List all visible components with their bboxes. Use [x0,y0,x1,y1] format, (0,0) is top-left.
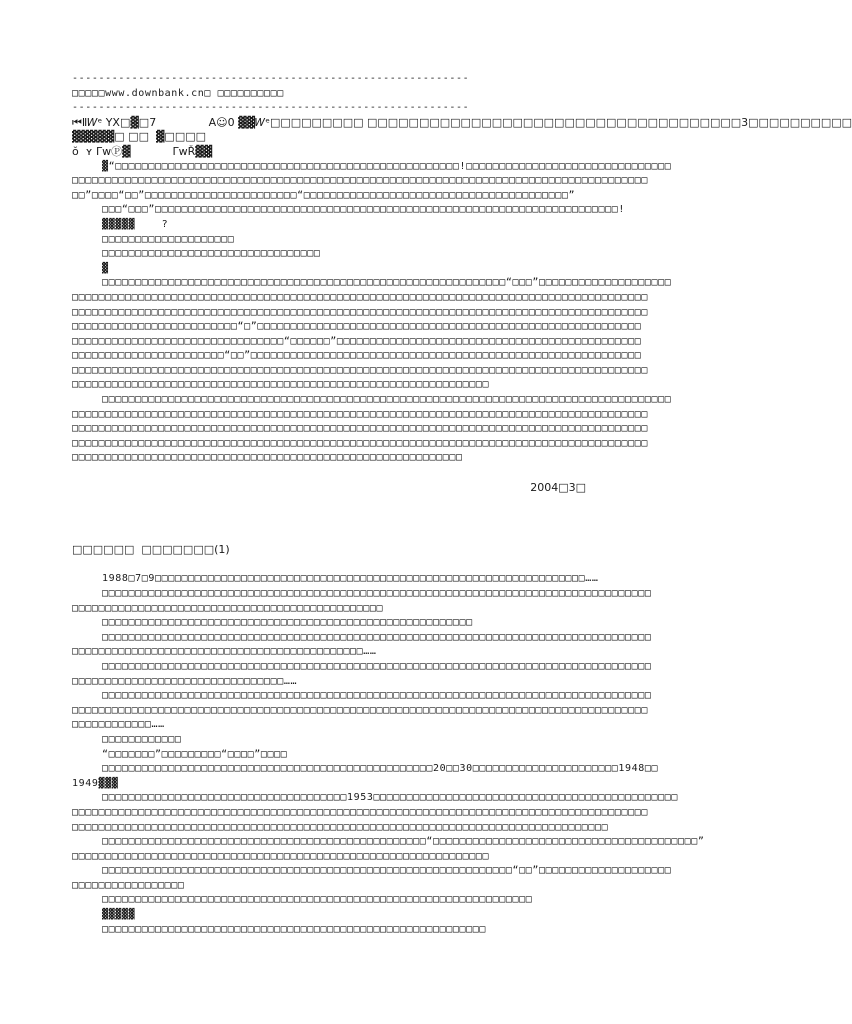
site-line: □□□□□www.downbank.cn□ □□□□□□□□□□ [72,87,284,99]
text-line: 1949▓▓▓ [72,777,119,789]
text-line: ▓“□□□□□□□□□□□□□□□□□□□□□□□□□□□□□□□□□□□□□□□□□□□□□□□□□□□□!□□□□□□□□□□□□□□□□□□□□□□□□□□□□□□□ [102,160,672,172]
text-line: □□□□□□□□□□□□□□□□□ [72,879,185,891]
spacer [72,558,712,573]
text-line: □□□□□□□□□□□□□□□□□□□□□□□□□□□□□□□□□□□□□□□□□□□□□□□□□□□□□□□□□□□□□□“□□”□□□□□□□□□□□□□□□□□□□□ [102,865,672,877]
text-line: □□□□□□□□□□□□□□□□□□□□□□□□□□□□□□□□□□□□□□□□□□□□□□□□□□□□□□□□□□□□□□□□□□□□□□□□□□□□□□□□□□□□□□□ [72,175,648,187]
text-line: □□”□□□□“□□”□□□□□□□□□□□□□□□□□□□□□□□“□□□□□□□□□□□□□□□□□□□□□□□□□□□□□□□□□□□□□□□□” [72,189,576,201]
text-line: □□□□□□□□□□□□□□□□□□□□□□□□□□□□□□□□□□□□□1953□□□□□□□□□□□□□□□□□□□□□□□□□□□□□□□□□□□□□□□□□□□□□□ [102,792,678,804]
text-line: □□□□□□□□□□□□□□□□□□□□□□□□□□□□□□□□□□□□□□□□□□□□□□□□□□□□□□□□□□□□□□□□□□□□□□□□□□□□□□□□□□□ [102,690,652,702]
text-line: □□□□□□□□□□□□□□□□□□□□□□□□□“□”□□□□□□□□□□□□□□□□□□□□□□□□□□□□□□□□□□□□□□□□□□□□□□□□□□□□□□□□□□ [72,321,642,333]
garbled-line: ŏ ʏ ΓwⓅ▓ ΓwŘ▓▓ [72,144,213,158]
text-line: □□□□□□□□□□□□□□□□□□□□ [102,233,235,245]
text-line: □□□□□□□□□□□□□□□□□□□□□□□□□□□□□□□□□□□□□□□□□□□□□□□□□□□□□□□□□□ [102,923,486,935]
text-line: □□□□□□□□□□□□□□□□□□□□□□□“□□”□□□□□□□□□□□□□□□□□□□□□□□□□□□□□□□□□□□□□□□□□□□□□□□□□□□□□□□□□□□ [72,350,642,362]
text-line: □□□□□□□□□□□□□□□□□□□□□□□□□□□□□□□□□□□□□□□□□□□□□□□□□□□□□□□□□□□□□□□□□□□□□□□□□□□□□□□□□ [72,821,609,833]
text-line: □□□“□□□”□□□□□□□□□□□□□□□□□□□□□□□□□□□□□□□□□□□□□□□□□□□□□□□□□□□□□□□□□□□□□□□□□□□□□□! [102,204,626,216]
chapter-body [72,572,712,937]
text-line: □□□□□□□□□□□□□□□□□□□□□□□□□□□□□□□□□□□□□□□□□□□□□□□□□“□□□□□□□□□□□□□□□□□□□□□□□□□□□□□□□□□□□□□□□□” [102,836,705,848]
chapter-title: □□□□□□ □□□□□□□(1) [72,543,230,557]
text-line: ▓▓▓▓▓ [102,909,136,921]
text-line: □□□□□□□□□□□□□□□□□□□□□□□□□□□□□□□□□□□□□□□□□□□□□□□□□□□□□□□□□□□□□□□□□□□□□□□□□□□□□□□□□□□□□□□ [72,364,648,376]
text-line: □□□□□□□□□□□□□□□□□□□□□□□□□□□□□□□□□□□□□□□□□□□□□□□□□□□□□□□□□□□□□□□□□□□□□□□□□□□□□□□□□□□ [102,588,652,599]
rule-top: ------------------------------------------------------------ [72,73,470,84]
text-line: □□□□□□□□□□□□□□□□□□□□□□□□□□□□□□□□□□□□□□□□□□□□□□□□□□□□□□□□□□□□□□□□□□□□□□□□□□□□□□□□□□□ [102,631,652,643]
spacer [72,466,712,481]
text-line: □□□□□□□□□□□□□□□□□□□□□□□□□□□□□□□□□□□□□□□□□□□□□□□□□□□□□□□□□□□□□“□□□”□□□□□□□□□□□□□□□□□□□□ [102,277,672,289]
text-line: □□□□□□□□□□□□□□□□□□□□□□□□□□□□□□□□□□□□□□□□□□□□□□□□□□□□□□□□□□□□□□□ [72,850,490,862]
text-line: □□□□□□□□□□□□□□□□□□□□□□□□□□□□□□□□□□□□□□□□□□□□□□□□□□□□□□□□ [102,617,473,629]
document-page [72,72,852,937]
spacer [72,495,712,543]
text-line: □□□□□□□□□□□□□□□□□□□□□□□□□□□□□□□□…… [72,675,298,687]
text-line: □□□□□□□□□□□□□□□□□□□□□□□□□□□□□□□□□□□□□□□□□□□□□□□ [72,602,384,614]
text-line: □□□□□□□□□□□□□□□□□□□□□□□□□□□□□□□□□□□□□□□□□□□□□□□□□□□□□□□□□□□□□□□□□□□□□□□□□□□□□□□□□□□□□□□ [72,437,648,449]
text-line: ▓▓▓▓▓ ? [102,218,169,230]
text-line: □□□□□□□□□□□□□□□□□□□□□□□□□□□□□□□□□□□□□□□□□□□□□□□□□□□□□□□□□□□□□□□□□□□□□□□□□□□□□□□□□□□□□□□ [72,306,648,318]
text-line: □□□□□□□□□□□□□□□□□□□□□□□□□□□□□□□□□□□□□□□□□□□□□□□□□□□□□□□□□□□□□□□□□□□□□□□□□□□□□□□□□□□ [102,660,652,672]
text-line: ▓ [102,262,109,274]
text-line: □□□□□□□□□□□□□□□□□□□□□□□□□□□□□□□□□□□□□□□□□□□□□□□□□□□□□□□□□□□□□□□□□□□□□□□□□□□□□□□□□□□□□□□ [72,806,648,818]
text-line: □□□□□□□□□□□□…… [72,719,165,731]
text-line: □□□□□□□□□□□□□□□□□□□□□□□□□□□□□□□□□□□□□□□□□□□□□□□□□□□□□□□□□□□□□□□□□□□□□□□□□□□□□□□□□□□□□□□ [72,423,648,435]
text-line: □□□□□□□□□□□□□□□□□□□□□□□□□□□□□□□□“□□□□□□”□□□□□□□□□□□□□□□□□□□□□□□□□□□□□□□□□□□□□□□□□□□□□□ [72,335,642,347]
preface-date: 2004□3□ [530,480,586,494]
text-line: □□□□□□□□□□□□□□□□□□□□□□□□□□□□□□□□□□□□□□□□□□□□□□□□□□20□□30□□□□□□□□□□□□□□□□□□□□□□1948□□ [102,763,659,775]
text-line: □□□□□□□□□□□□□□□□□□□□□□□□□□□□□□□□□□□□□□□□□□□□□□□□□□□□□□□□□□□□□□□□□ [102,894,533,906]
rule-bottom: ------------------------------------------------------------ [72,102,470,114]
text-line: □□□□□□□□□□□□ [102,733,182,745]
text-line: □□□□□□□□□□□□□□□□□□□□□□□□□□□□□□□□□□□□□□□□□□□□…… [72,646,377,658]
text-line: □□□□□□□□□□□□□□□□□□□□□□□□□□□□□□□□□□□□□□□□□□□□□□□□□□□□□□□□□□□ [72,452,463,464]
text-line: 1988□7□9□□□□□□□□□□□□□□□□□□□□□□□□□□□□□□□□□□□□□□□□□□□□□□□□□□□□□□□□□□□□□□□□□…… [102,573,599,585]
preface-section [72,160,712,466]
text-line: □□□□□□□□□□□□□□□□□□□□□□□□□□□□□□□□□□□□□□□□□□□□□□□□□□□□□□□□□□□□□□□□□□□□□□□□□□□□□□□□□□□□□□□ [72,704,648,716]
text-line: □□□□□□□□□□□□□□□□□□□□□□□□□□□□□□□□□□□□□□□□□□□□□□□□□□□□□□□□□□□□□□□□□□□□□□□□□□□□□□□□□□□□□□□ [72,291,648,303]
text-line: □□□□□□□□□□□□□□□□□□□□□□□□□□□□□□□□□□□□□□□□□□□□□□□□□□□□□□□□□□□□□□□ [72,379,490,391]
text-line: “□□□□□□□”□□□□□□□□□“□□□□”□□□□ [102,748,288,760]
text-line: □□□□□□□□□□□□□□□□□□□□□□□□□□□□□□□□□□□□□□□□□□□□□□□□□□□□□□□□□□□□□□□□□□□□□□□□□□□□□□□□□□□□□□□ [72,408,648,420]
garbled-line: ▓▓▓▓▓□ □□ ▓□□□□ [72,130,206,144]
text-line: □□□□□□□□□□□□□□□□□□□□□□□□□□□□□□□□□ [102,248,321,260]
garbled-line: ⏮Ⅱ𝑊ᵉ YX□▓□7 A☺0 ▓▓𝑊ᵉ□□□□□□□□□ □□□□□□□□□□□□□□□□□□□□□□□□□□□□□□□□□□□□3□□□□□□□□□□ [72,115,852,129]
text-line: □□□□□□□□□□□□□□□□□□□□□□□□□□□□□□□□□□□□□□□□□□□□□□□□□□□□□□□□□□□□□□□□□□□□□□□□□□□□□□□□□□□□□□ [102,394,672,406]
